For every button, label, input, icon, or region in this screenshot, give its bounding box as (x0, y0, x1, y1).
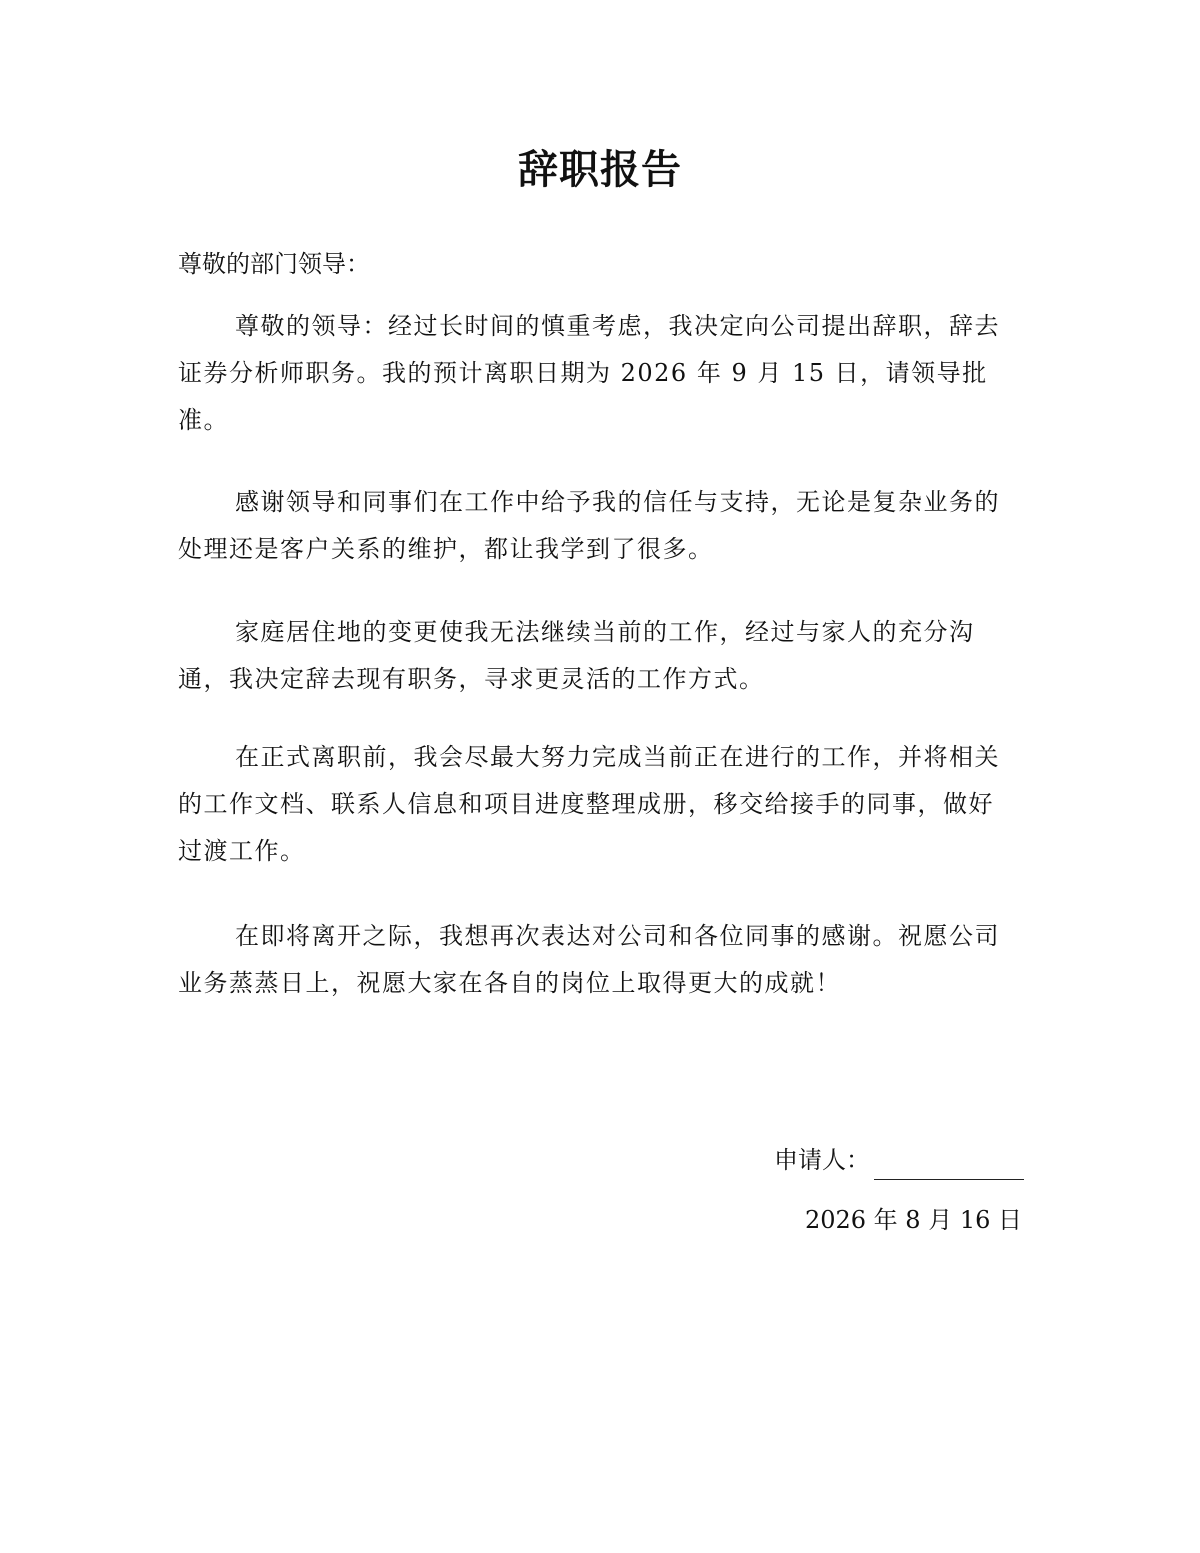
document-date: 2026 年 8 月 16 日 (804, 1206, 1022, 1234)
salutation: 尊敬的部门领导： (178, 250, 370, 278)
paragraph-3: 家庭居住地的变更使我无法继续当前的工作，经过与家人的充分沟通，我决定辞去现有职务，寻求更灵活的工作方式。 (178, 618, 975, 693)
signature-line (874, 1151, 1024, 1180)
signature-block (774, 1140, 1024, 1180)
paragraph-2: 感谢领导和同事们在工作中给予我的信任与支持，无论是复杂业务的处理还是客户关系的维护，都让我学到了很多。 (178, 488, 1000, 563)
paragraph-1: 尊敬的领导：经过长时间的慎重考虑，我决定向公司提出辞职，辞去证券分析师职务。我的预计离职日期为 2026 年 9 月 15 日，请领导批准。 (178, 312, 1000, 434)
document-title: 辞职报告 (518, 147, 682, 193)
signature-label: 申请人： (774, 1146, 870, 1174)
paragraph-5: 在即将离开之际，我想再次表达对公司和各位同事的感谢。祝愿公司业务蒸蒸日上，祝愿大家在各自的岗位上取得更大的成就！ (178, 922, 1000, 997)
paragraph-4: 在正式离职前，我会尽最大努力完成当前正在进行的工作，并将相关的工作文档、联系人信息和项目进度整理成册，移交给接手的同事，做好过渡工作。 (178, 743, 1000, 865)
